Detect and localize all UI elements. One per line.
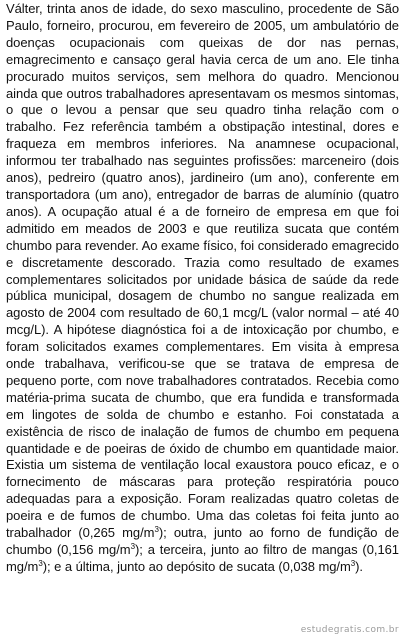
paragraph-segment: ). xyxy=(355,558,363,574)
paragraph-segment: ); e a última, junto ao depósito de sucata (0,038 mg/m xyxy=(42,558,351,574)
superscript-cubed: 3 xyxy=(154,525,159,535)
case-paragraph xyxy=(6,1,399,576)
superscript-cubed: 3 xyxy=(130,542,135,551)
superscript-cubed: 3 xyxy=(350,558,356,568)
paragraph-segment: ); outra, junto ao forno de fundição de chumbo (0,156 mg/m xyxy=(6,525,400,557)
site-watermark: estudegratis.com.br xyxy=(300,625,399,635)
paragraph-main-text: Válter, trinta anos de idade, do sexo masculino, procedente de São Paulo, forneiro, procurou, em fevereiro de 2005, um ambulatório de doenças ocupacionais com queixas de dor nas pernas, emagrecimento e cansaço geral havia cerca de um ano. Ele tinha procurado muitos serviços, sem melhora do quadro. Mencionou ainda que outros trabalhadores apresentavam os mesmos sintomas, o que o levou a pensar que seu quadro tinha relação com o trabalho. Fez referência também a obstipação intestinal, dores e fraqueza em membros inferiores. Na anamnese ocupacional, informou ter trabalhado nas seguintes profissões: marceneiro (dois anos), pedreiro (quatro anos), jardineiro (um ano), conferente em transportadora (um ano), entregador de barras de alumínio (quatro anos). A ocupação atual é a de forneiro de empresa em que foi admitido em meados de 2003 e que reutiliza sucata que contém chumbo para revender. Ao exame físico, foi considerado emagrecido e discretamente descorado. Trazia como resultado de exames complementares solicitados por unidade básica de saúde da rede pública municipal, dosagem de chumbo no sangue realizada em agosto de 2004 com resultado de 60,1 mcg/L (valor normal – até 40 mcg/L). A hipótese diagnóstica foi a de intoxicação por chumbo, e foram solicitados exames complementares. Em visita à empresa onde trabalhava, verificou-se que se tratava de empresa de pequeno porte, com nove trabalhadores contratados. Recebia como matéria-prima sucata de chumbo, que era fundida e transformada em lingotes de solda de chumbo e estanho. Foi constatada a existência de risco de inalação de fumos de chumbo em pequena quantidade e de poeiras de óxido de chumbo em quantidade maior. Existia um sistema de ventilação local exaustora pouco eficaz, e o fornecimento de máscaras para proteção respiratória pouco adequadas para a exposição. Foram realizadas quatro coletas de poeira e de fumos de chumbo. Uma das coletas foi feita junto ao trabalhador (0,265 mg/m xyxy=(6,1,399,541)
paragraph-segment: ); a terceira, junto ao filtro de mangas (0,161 mg/m xyxy=(6,542,399,574)
superscript-cubed: 3 xyxy=(38,558,43,568)
document-text xyxy=(6,1,399,576)
